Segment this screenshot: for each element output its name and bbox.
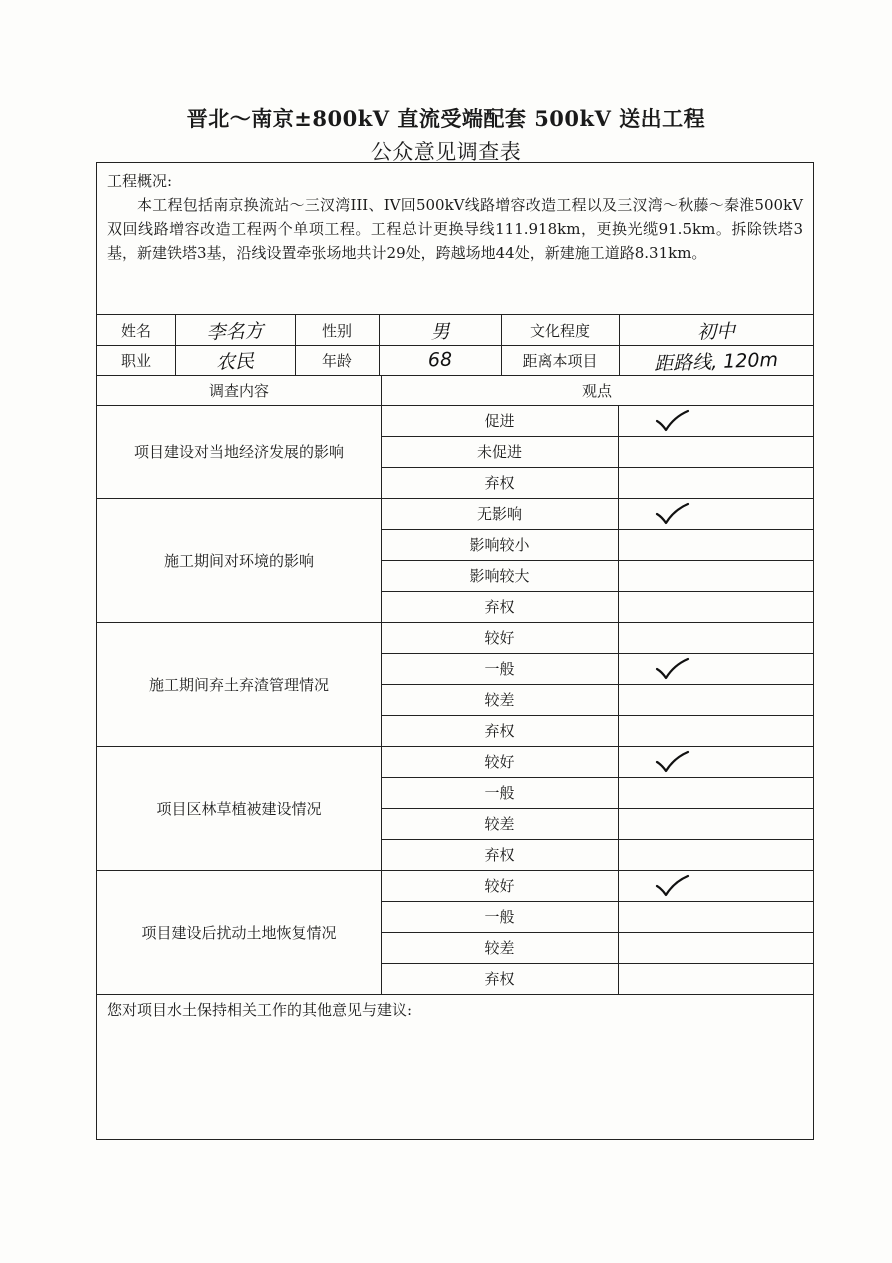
option-check-cell[interactable] <box>618 870 813 901</box>
info-col-divider <box>619 315 620 375</box>
job-label: 职业 <box>120 351 151 370</box>
education-value: 初中 <box>696 319 736 344</box>
job-value: 农民 <box>215 349 255 374</box>
info-col-divider <box>501 315 502 375</box>
option-label: 弃权 <box>484 846 515 864</box>
checkmark-icon <box>654 502 690 526</box>
info-col-divider <box>295 315 296 375</box>
info-col-divider <box>379 315 380 375</box>
checkmark-icon <box>654 750 690 774</box>
option-check-cell[interactable] <box>618 591 813 622</box>
opinion-col-divider <box>618 405 619 994</box>
age-label: 年龄 <box>321 351 352 370</box>
option-label: 弃权 <box>484 598 515 616</box>
option-check-cell[interactable] <box>618 963 813 994</box>
checkmark-icon <box>654 657 690 681</box>
name-value: 李名方 <box>206 319 264 344</box>
info-col-divider <box>175 315 176 375</box>
option-label: 无影响 <box>476 505 522 523</box>
option-label: 一般 <box>484 784 515 802</box>
option-check-cell[interactable] <box>618 746 813 777</box>
project-overview <box>97 163 813 315</box>
overview-label: 工程概况: <box>107 172 173 190</box>
option-check-cell[interactable] <box>618 498 813 529</box>
question-1-text: 项目建设对当地经济发展的影响 <box>133 443 344 461</box>
age-value: 68 <box>427 348 453 372</box>
option-label: 未促进 <box>476 443 522 461</box>
content-col-divider <box>381 375 382 994</box>
content-header: 调查内容 <box>208 381 269 400</box>
option-label: 较好 <box>484 753 515 771</box>
gender-label: 性别 <box>321 321 352 340</box>
option-check-cell[interactable] <box>618 901 813 932</box>
option-check-cell[interactable] <box>618 715 813 746</box>
option-check-cell[interactable] <box>618 808 813 839</box>
distance-label: 距离本项目 <box>522 351 598 370</box>
form-subtitle: 公众意见调查表 <box>370 140 522 164</box>
info-row-divider <box>97 345 813 346</box>
question-4-text: 项目区林草植被建设情况 <box>156 799 322 818</box>
option-label: 弃权 <box>484 722 515 740</box>
question-2-text: 施工期间对环境的影响 <box>163 551 314 570</box>
option-check-cell[interactable] <box>618 467 813 498</box>
option-check-cell[interactable] <box>618 777 813 808</box>
option-check-cell[interactable] <box>618 932 813 963</box>
option-label: 弃权 <box>484 970 515 988</box>
option-check-cell[interactable] <box>618 839 813 870</box>
option-label: 较差 <box>484 815 515 833</box>
option-check-cell[interactable] <box>618 436 813 467</box>
gender-value: 男 <box>430 320 450 343</box>
name-label: 姓名 <box>120 321 151 340</box>
suggestions-label: 您对项目水土保持相关工作的其他意见与建议: <box>107 1001 413 1019</box>
checkmark-icon <box>654 409 690 433</box>
question-5-text: 项目建设后扰动土地恢复情况 <box>141 923 337 942</box>
checkmark-icon <box>654 874 690 898</box>
option-label: 较差 <box>484 939 515 957</box>
option-label: 促进 <box>484 412 515 430</box>
option-label: 影响较小 <box>469 536 530 554</box>
option-check-cell[interactable] <box>618 622 813 653</box>
option-check-cell[interactable] <box>618 405 813 436</box>
option-label: 弃权 <box>484 474 515 492</box>
overview-text: 本工程包括南京换流站～三汊湾III、IV回500kV线路增容改造工程以及三汊湾～秋藤～秦淮500kV双回线路增容改造工程两个单项工程。工程总计更换导线111.918km，更换光缆91.5km。拆除铁塔3基，新建铁塔3基，沿线设置牵张场地共计29处，跨越场地44处，新建施工道路8.31km。 <box>107 196 803 262</box>
option-label: 较差 <box>484 691 515 709</box>
option-label: 一般 <box>484 660 515 678</box>
question-divider <box>97 994 813 995</box>
form-title: 晋北～南京±800kV 直流受端配套 500kV 送出工程 <box>186 106 706 131</box>
question-3-text: 施工期间弃土弃渣管理情况 <box>148 675 329 694</box>
option-label: 较好 <box>484 629 515 647</box>
option-label: 一般 <box>484 908 515 926</box>
survey-form <box>96 162 814 1140</box>
option-check-cell[interactable] <box>618 529 813 560</box>
education-label: 文化程度 <box>529 321 590 340</box>
opinion-header: 观点 <box>581 381 612 400</box>
option-label: 影响较大 <box>469 567 530 585</box>
option-check-cell[interactable] <box>618 653 813 684</box>
option-check-cell[interactable] <box>618 684 813 715</box>
distance-value: 距路线, 120m <box>653 348 779 375</box>
option-check-cell[interactable] <box>618 560 813 591</box>
option-label: 较好 <box>484 877 515 895</box>
